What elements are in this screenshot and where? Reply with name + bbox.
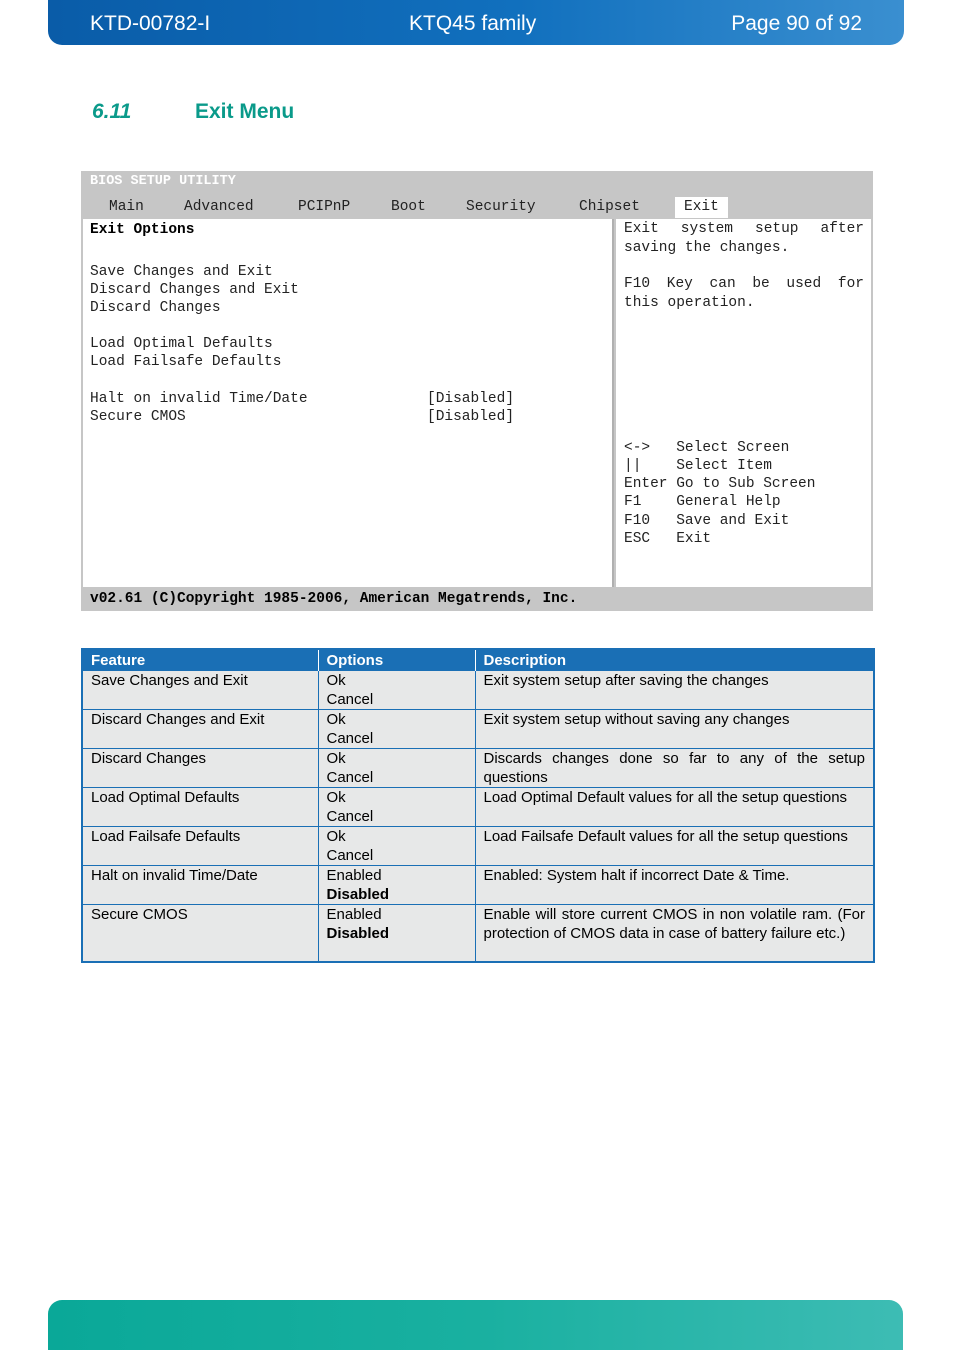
options-cell bbox=[318, 866, 475, 905]
description-cell: Exit system setup without saving any changes bbox=[475, 710, 874, 749]
value-secure-cmos[interactable]: [Disabled] bbox=[427, 409, 515, 425]
key-hint: || Select Item bbox=[624, 458, 772, 474]
bios-copyright: v02.61 (C)Copyright 1985-2006, American Megatrends, Inc. bbox=[90, 591, 578, 607]
tab-main[interactable]: Main bbox=[109, 199, 144, 215]
table-header-row bbox=[82, 649, 874, 671]
page-footer bbox=[48, 1300, 903, 1350]
tab-exit[interactable]: Exit bbox=[675, 197, 728, 218]
option-value: Enabled bbox=[326, 867, 382, 884]
tab-advanced[interactable]: Advanced bbox=[184, 199, 254, 215]
option-value: Cancel bbox=[326, 768, 374, 786]
document-id: KTD-00782-I bbox=[90, 12, 211, 35]
options-cell bbox=[318, 827, 475, 866]
feature-table bbox=[81, 648, 875, 963]
feature-cell: Discard Changes bbox=[82, 749, 318, 788]
description-cell: Enabled: System halt if incorrect Date & Time. bbox=[475, 866, 874, 905]
option-value: Cancel bbox=[326, 846, 374, 864]
menu-item-secure-cmos[interactable]: Secure CMOS bbox=[90, 409, 186, 425]
menu-item-halt-invalid[interactable]: Halt on invalid Time/Date bbox=[90, 391, 308, 407]
description-cell: Discards changes done so far to any of the setup questions bbox=[475, 749, 874, 788]
options-cell bbox=[318, 671, 475, 710]
key-hint: <-> Select Screen bbox=[624, 440, 790, 456]
product-family: KTQ45 family bbox=[409, 12, 537, 35]
feature-cell: Load Optimal Defaults bbox=[82, 788, 318, 827]
table-row bbox=[82, 710, 874, 749]
option-value: Ok bbox=[326, 672, 346, 689]
bios-title: BIOS SETUP UTILITY bbox=[90, 174, 236, 189]
menu-item-load-failsafe[interactable]: Load Failsafe Defaults bbox=[90, 354, 282, 370]
column-header-feature: Feature bbox=[82, 649, 318, 671]
menu-item-discard-changes[interactable]: Discard Changes bbox=[90, 300, 221, 316]
value-halt-invalid[interactable]: [Disabled] bbox=[427, 391, 515, 407]
key-hint: Enter Go to Sub Screen bbox=[624, 476, 816, 492]
feature-cell: Secure CMOS bbox=[82, 905, 318, 962]
tab-boot[interactable]: Boot bbox=[391, 199, 426, 215]
feature-cell: Load Failsafe Defaults bbox=[82, 827, 318, 866]
table-row bbox=[82, 671, 874, 710]
column-header-options: Options bbox=[318, 649, 475, 671]
option-value: Ok bbox=[326, 750, 346, 767]
option-value-default: Disabled bbox=[326, 924, 390, 942]
table-row bbox=[82, 749, 874, 788]
section-title: Exit Menu bbox=[195, 100, 295, 123]
help-text-1: Exit system setup after saving the changes. bbox=[624, 221, 864, 256]
bios-help-panel bbox=[616, 219, 871, 587]
option-value-default: Disabled bbox=[326, 885, 390, 903]
table-row bbox=[82, 827, 874, 866]
tab-chipset[interactable]: Chipset bbox=[579, 199, 640, 215]
feature-cell: Save Changes and Exit bbox=[82, 671, 318, 710]
section-number: 6.11 bbox=[92, 100, 132, 123]
option-value: Ok bbox=[326, 828, 346, 845]
option-value: Cancel bbox=[326, 690, 374, 708]
key-hint: F10 Save and Exit bbox=[624, 513, 790, 529]
description-cell: Load Failsafe Default values for all the setup questions bbox=[475, 827, 874, 866]
option-value: Enabled bbox=[326, 906, 382, 923]
options-cell bbox=[318, 905, 475, 962]
option-value: Ok bbox=[326, 711, 346, 728]
feature-cell: Discard Changes and Exit bbox=[82, 710, 318, 749]
table-row bbox=[82, 905, 874, 962]
bios-screen bbox=[81, 171, 873, 611]
table-row bbox=[82, 866, 874, 905]
option-value: Ok bbox=[326, 789, 346, 806]
bios-tab-bar bbox=[81, 197, 873, 218]
tab-security[interactable]: Security bbox=[466, 199, 536, 215]
page-number: Page 90 of 92 bbox=[731, 12, 862, 35]
options-cell bbox=[318, 710, 475, 749]
page-header bbox=[48, 0, 904, 45]
menu-item-save-exit[interactable]: Save Changes and Exit bbox=[90, 264, 273, 280]
description-cell: Exit system setup after saving the changes bbox=[475, 671, 874, 710]
key-hint: ESC Exit bbox=[624, 531, 712, 547]
options-cell bbox=[318, 788, 475, 827]
panel-heading: Exit Options bbox=[90, 222, 195, 238]
description-cell: Load Optimal Default values for all the setup questions bbox=[475, 788, 874, 827]
description-cell: Enable will store current CMOS in non volatile ram. (For protection of CMOS data in case of battery failure etc.) bbox=[475, 905, 874, 962]
help-text-2: F10 Key can be used for this operation. bbox=[624, 276, 864, 311]
feature-cell: Halt on invalid Time/Date bbox=[82, 866, 318, 905]
bios-options-panel bbox=[83, 219, 614, 587]
section-heading bbox=[92, 98, 294, 126]
menu-item-load-optimal[interactable]: Load Optimal Defaults bbox=[90, 336, 273, 352]
column-header-description: Description bbox=[475, 649, 874, 671]
table-row bbox=[82, 788, 874, 827]
tab-pcipnp[interactable]: PCIPnP bbox=[298, 199, 351, 215]
menu-item-discard-exit[interactable]: Discard Changes and Exit bbox=[90, 282, 299, 298]
option-value: Cancel bbox=[326, 729, 374, 747]
options-cell bbox=[318, 749, 475, 788]
key-hint: F1 General Help bbox=[624, 494, 781, 510]
option-value: Cancel bbox=[326, 807, 374, 825]
